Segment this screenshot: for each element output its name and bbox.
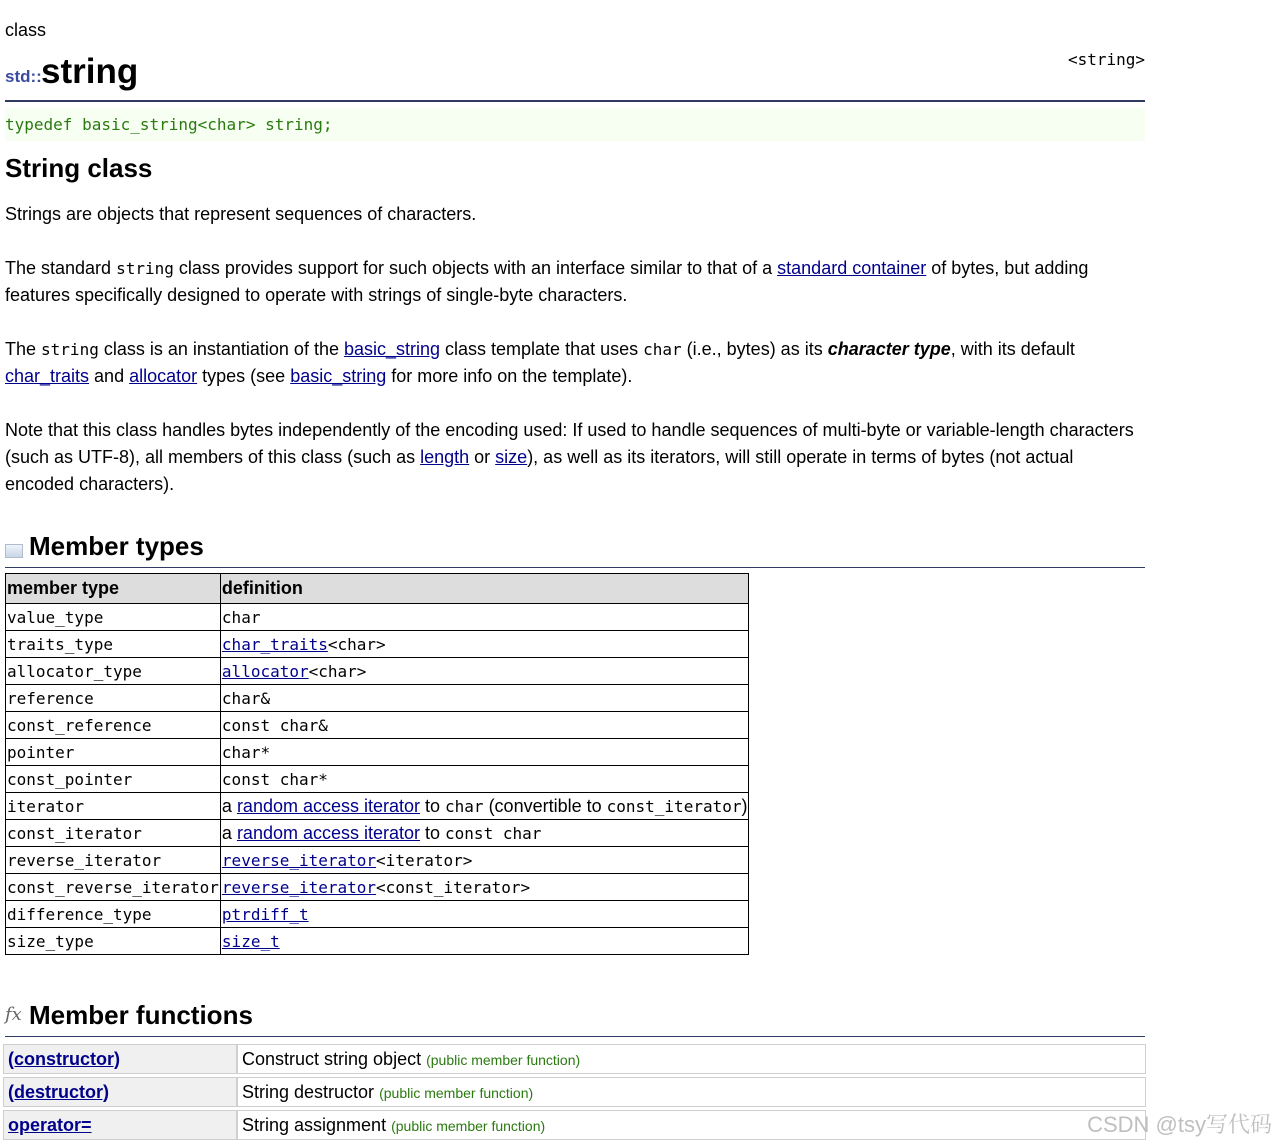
text: class provides support for such objects with an interface similar to that of a (173, 258, 778, 278)
definition-text: to (420, 795, 446, 816)
definition-cell (220, 658, 749, 685)
link-standard-container[interactable]: standard container (777, 258, 927, 278)
code-char: char (445, 796, 484, 816)
column-header-definition: definition (220, 574, 749, 604)
definition-cell (220, 901, 749, 928)
table-row (6, 793, 749, 820)
member-type-cell: reverse_iterator (6, 847, 221, 874)
link-char-traits[interactable]: char_traits (5, 366, 90, 386)
member-types-section-header (5, 531, 1145, 568)
code-string: string (116, 259, 174, 278)
link-allocator[interactable]: allocator (129, 366, 198, 386)
definition-cell (220, 847, 749, 874)
member-type-cell: difference_type (6, 901, 221, 928)
text: , with its default (950, 339, 1075, 359)
link-allocator[interactable]: allocator (221, 661, 309, 681)
definition-cell (220, 604, 749, 631)
definition-text: a (221, 822, 237, 843)
member-types-table (5, 573, 749, 955)
link-random-access-iterator[interactable]: random access iterator (236, 822, 421, 843)
definition-cell (220, 928, 749, 955)
code-const-char: const char (445, 823, 542, 843)
function-icon: fx (5, 1004, 22, 1025)
link-constructor[interactable]: (constructor) (8, 1048, 120, 1069)
definition-text: (convertible to (483, 795, 607, 816)
entity-kind: class (5, 20, 47, 40)
table-row (6, 901, 749, 928)
link-basic-string[interactable]: basic_string (343, 339, 441, 359)
table-row (3, 1044, 1146, 1074)
table-row (6, 739, 749, 766)
member-type-cell: const_iterator (6, 820, 221, 847)
member-type-cell: reference (6, 685, 221, 712)
table-header-row (6, 574, 749, 604)
definition-cell (220, 793, 749, 820)
definition-text: <const_iterator> (376, 877, 531, 897)
definition-cell (220, 712, 749, 739)
member-type-cell: const_pointer (6, 766, 221, 793)
code-const-iterator: const_iterator (606, 796, 742, 816)
table-row (6, 874, 749, 901)
link-size[interactable]: size (495, 447, 528, 467)
definition-text: char& (221, 688, 271, 708)
description-paragraph-1: Strings are objects that represent sequences of characters. (5, 204, 477, 224)
member-type-cell: const_reverse_iterator (6, 874, 221, 901)
definition-text: <char> (308, 661, 367, 681)
description-paragraph-3 (5, 336, 1140, 390)
function-description-cell (237, 1044, 1146, 1074)
member-functions-section-header (5, 1000, 1145, 1037)
table-row (6, 685, 749, 712)
definition-text: <char> (327, 634, 386, 654)
definition-text: to (420, 822, 446, 843)
function-name-cell (3, 1044, 237, 1074)
link-random-access-iterator[interactable]: random access iterator (236, 795, 421, 816)
table-row (6, 820, 749, 847)
text: or (469, 447, 496, 467)
function-description: String assignment (242, 1114, 387, 1135)
definition-cell (220, 820, 749, 847)
text: class template that uses (440, 339, 644, 359)
function-description: String destructor (242, 1081, 375, 1102)
code-char: char (643, 340, 682, 359)
definition-cell (220, 739, 749, 766)
member-type-cell: const_reference (6, 712, 221, 739)
watermark: CSDN @tsy写代码 (1087, 1112, 1272, 1137)
table-row (3, 1110, 1146, 1140)
link-reverse-iterator[interactable]: reverse_iterator (221, 850, 377, 870)
text: for more info on the template). (386, 366, 633, 386)
text: The (5, 339, 42, 359)
definition-text: const char* (221, 769, 328, 789)
header-file-label: <string> (1067, 50, 1145, 69)
member-type-cell: traits_type (6, 631, 221, 658)
title-row (5, 52, 1145, 102)
namespace-label: std:: (5, 67, 42, 86)
link-char-traits[interactable]: char_traits (221, 634, 328, 654)
definition-text: a (221, 795, 237, 816)
member-types-heading: Member types (29, 531, 204, 561)
text: class is an instantiation of the (98, 339, 344, 359)
function-kind: (public member function) (379, 1084, 534, 1101)
text: Note that this class handles bytes independently of the encoding used: If used to handle sequences of multi-byte or variable-length characters (such as UTF-8), all members of this class (such as (5, 420, 1134, 467)
definition-text: char* (221, 742, 271, 762)
definition-text: <iterator> (376, 850, 473, 870)
member-type-cell: size_type (6, 928, 221, 955)
link-operator-assign[interactable]: operator= (8, 1114, 92, 1135)
table-row (6, 631, 749, 658)
text: types (see (197, 366, 291, 386)
description-paragraph-2 (5, 255, 1140, 309)
typedef-declaration (5, 108, 1145, 141)
link-ptrdiff-t[interactable]: ptrdiff_t (221, 904, 309, 924)
function-description-cell (237, 1077, 1146, 1107)
member-type-cell: iterator (6, 793, 221, 820)
text: The standard (5, 258, 117, 278)
table-row (6, 847, 749, 874)
function-description-cell (237, 1110, 1146, 1140)
member-type-cell: allocator_type (6, 658, 221, 685)
definition-cell (220, 766, 749, 793)
link-destructor[interactable]: (destructor) (8, 1081, 110, 1102)
link-reverse-iterator[interactable]: reverse_iterator (221, 877, 377, 897)
link-size-t[interactable]: size_t (221, 931, 280, 951)
function-kind: (public member function) (391, 1117, 546, 1134)
function-name-cell (3, 1110, 237, 1140)
function-name-cell (3, 1077, 237, 1107)
table-row (6, 928, 749, 955)
definition-cell (220, 685, 749, 712)
function-kind: (public member function) (426, 1051, 581, 1068)
table-row (6, 658, 749, 685)
text: (i.e., bytes) as its (681, 339, 828, 359)
table-row (3, 1077, 1146, 1107)
member-functions-table (3, 1041, 1146, 1143)
link-length[interactable]: length (420, 447, 470, 467)
description-paragraph-4 (5, 417, 1140, 498)
declaration-text: typedef basic_string<char> string; (5, 115, 333, 134)
text: and (89, 366, 130, 386)
member-functions-heading: Member functions (29, 1000, 253, 1030)
table-row (6, 604, 749, 631)
subtitle: String class (5, 153, 153, 183)
function-description: Construct string object (242, 1048, 422, 1069)
emphasis-character-type: character type (827, 339, 951, 359)
link-basic-string-2[interactable]: basic_string (290, 366, 387, 386)
text: of bytes, but adding features specifically designed to operate with strings of single-byte characters. (5, 258, 1089, 305)
table-row (6, 712, 749, 739)
page-title: string (41, 52, 139, 91)
member-type-cell: pointer (6, 739, 221, 766)
definition-text: char (221, 607, 261, 627)
member-types-icon (5, 544, 23, 563)
definition-text: ) (741, 795, 748, 816)
text: ), as well as its iterators, will still operate in terms of bytes (not actual encoded characters). (5, 447, 1074, 494)
column-header-member-type: member type (6, 574, 221, 604)
definition-cell (220, 874, 749, 901)
code-string: string (41, 340, 99, 359)
definition-text: const char& (221, 715, 328, 735)
table-row (6, 766, 749, 793)
definition-cell (220, 631, 749, 658)
member-type-cell: value_type (6, 604, 221, 631)
